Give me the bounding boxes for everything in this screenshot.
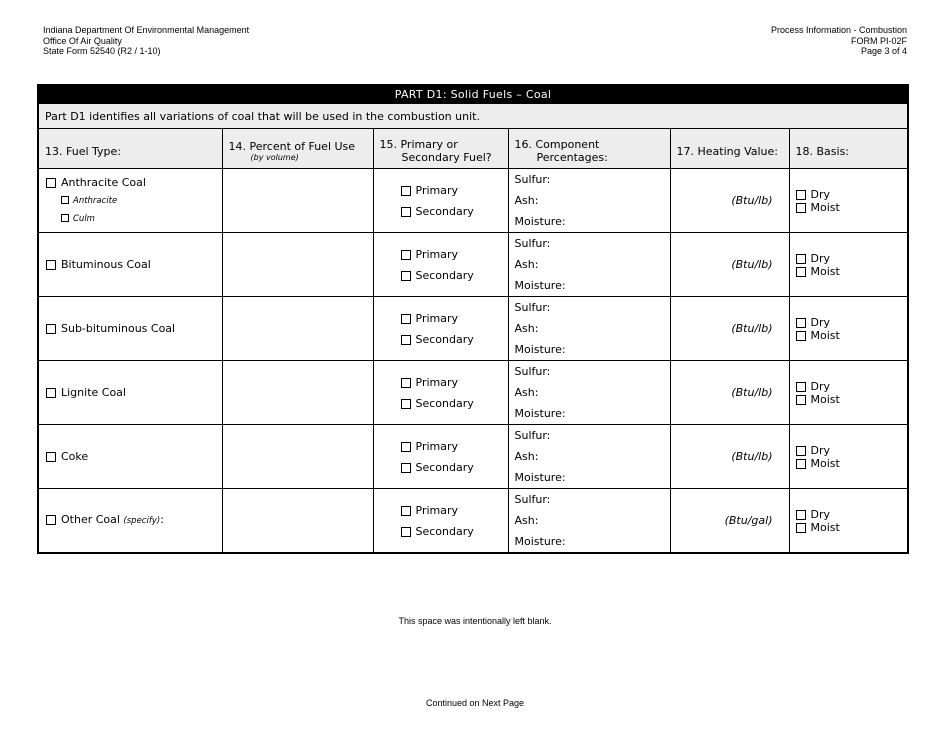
fuel-label: Coke bbox=[61, 449, 89, 463]
fuel-type-cell: Other Coal (specify): bbox=[38, 489, 222, 554]
secondary-label: Secondary bbox=[415, 268, 474, 282]
primary-checkbox[interactable] bbox=[401, 250, 411, 260]
secondary-checkbox[interactable] bbox=[401, 207, 411, 217]
col-component bbox=[508, 129, 670, 169]
fuel-label: Lignite Coal bbox=[61, 385, 126, 399]
dry-label: Dry bbox=[810, 379, 831, 393]
secondary-checkbox[interactable] bbox=[401, 463, 411, 473]
heating-unit: (Btu/lb) bbox=[731, 194, 773, 207]
secondary-label: Secondary bbox=[415, 204, 474, 218]
fuel-type-cell bbox=[38, 169, 222, 233]
dry-checkbox[interactable] bbox=[796, 318, 806, 328]
part-intro: Part D1 identifies all variations of coal that will be used in the combustion unit. bbox=[38, 104, 908, 129]
component-cell[interactable] bbox=[508, 425, 670, 489]
percent-input[interactable] bbox=[222, 489, 373, 554]
heating-unit: (Btu/lb) bbox=[731, 258, 773, 271]
ash-label: Ash: bbox=[514, 258, 539, 271]
heating-unit: (Btu/lb) bbox=[731, 386, 773, 399]
fuel-checkbox[interactable] bbox=[46, 388, 56, 398]
primary-label: Primary bbox=[415, 247, 459, 261]
specify-note: (specify) bbox=[123, 516, 161, 526]
heating-unit: (Btu/gal) bbox=[724, 514, 773, 527]
heating-value-input[interactable] bbox=[670, 233, 789, 297]
fuel-checkbox[interactable] bbox=[46, 178, 56, 188]
table-row bbox=[38, 233, 908, 297]
fuel-type-cell bbox=[38, 233, 222, 297]
table-row bbox=[38, 169, 908, 233]
table-row bbox=[38, 361, 908, 425]
ash-label: Ash: bbox=[514, 514, 539, 527]
dry-checkbox[interactable] bbox=[796, 190, 806, 200]
primary-secondary-cell bbox=[373, 233, 508, 297]
percent-input[interactable] bbox=[222, 425, 373, 489]
dry-checkbox[interactable] bbox=[796, 446, 806, 456]
secondary-checkbox[interactable] bbox=[401, 527, 411, 537]
dry-checkbox[interactable] bbox=[796, 510, 806, 520]
secondary-label: Secondary bbox=[415, 524, 474, 538]
page-number: Page 3 of 4 bbox=[860, 46, 907, 56]
basis-cell bbox=[789, 169, 908, 233]
blank-space-note: This space was intentionally left blank. bbox=[398, 616, 552, 626]
col-percent bbox=[222, 129, 373, 169]
header-right bbox=[771, 25, 907, 57]
primary-checkbox[interactable] bbox=[401, 506, 411, 516]
dry-label: Dry bbox=[810, 315, 831, 329]
table-row bbox=[38, 425, 908, 489]
percent-input[interactable] bbox=[222, 297, 373, 361]
heating-value-input[interactable] bbox=[670, 169, 789, 233]
basis-cell bbox=[789, 297, 908, 361]
heating-value-input[interactable] bbox=[670, 297, 789, 361]
primary-checkbox[interactable] bbox=[401, 186, 411, 196]
moist-label: Moist bbox=[810, 520, 840, 534]
moist-checkbox[interactable] bbox=[796, 395, 806, 405]
culm-checkbox[interactable] bbox=[61, 214, 69, 222]
col-component-line2: Percentages: bbox=[536, 151, 608, 164]
primary-label: Primary bbox=[415, 375, 459, 389]
dry-checkbox[interactable] bbox=[796, 382, 806, 392]
sub-option-label: Culm bbox=[73, 213, 95, 224]
primary-checkbox[interactable] bbox=[401, 378, 411, 388]
moist-checkbox[interactable] bbox=[796, 203, 806, 213]
heating-value-input[interactable] bbox=[670, 361, 789, 425]
sulfur-label: Sulfur: bbox=[514, 237, 551, 250]
sulfur-label: Sulfur: bbox=[514, 429, 551, 442]
primary-checkbox[interactable] bbox=[401, 442, 411, 452]
table-row bbox=[38, 489, 908, 554]
col-basis: 18. Basis: bbox=[789, 129, 908, 169]
col-fuel-type: 13. Fuel Type: bbox=[38, 129, 222, 169]
component-cell[interactable] bbox=[508, 489, 670, 554]
primary-secondary-cell bbox=[373, 361, 508, 425]
primary-secondary-cell bbox=[373, 297, 508, 361]
percent-input[interactable] bbox=[222, 169, 373, 233]
continued-note: Continued on Next Page bbox=[425, 698, 525, 708]
primary-secondary-cell bbox=[373, 425, 508, 489]
col-percent-label: 14. Percent of Fuel Use bbox=[228, 140, 356, 153]
header-left bbox=[43, 25, 249, 57]
moist-checkbox[interactable] bbox=[796, 331, 806, 341]
heating-value-input[interactable] bbox=[670, 425, 789, 489]
secondary-checkbox[interactable] bbox=[401, 335, 411, 345]
col-heating-value: 17. Heating Value: bbox=[670, 129, 789, 169]
fuel-checkbox[interactable] bbox=[46, 260, 56, 270]
moisture-label: Moisture: bbox=[514, 343, 566, 356]
basis-cell bbox=[789, 425, 908, 489]
primary-secondary-cell bbox=[373, 169, 508, 233]
anthracite-checkbox[interactable] bbox=[61, 196, 69, 204]
primary-label: Primary bbox=[415, 311, 459, 325]
moist-checkbox[interactable] bbox=[796, 459, 806, 469]
secondary-label: Secondary bbox=[415, 396, 474, 410]
coal-fuels-table bbox=[37, 84, 909, 554]
dry-label: Dry bbox=[810, 443, 831, 457]
col-percent-sub: (by volume) bbox=[250, 153, 299, 162]
fuel-type-cell bbox=[38, 297, 222, 361]
fuel-label: Sub-bituminous Coal bbox=[61, 321, 176, 335]
fuel-checkbox[interactable] bbox=[46, 324, 56, 334]
fuel-type-cell bbox=[38, 361, 222, 425]
sulfur-label: Sulfur: bbox=[514, 173, 551, 186]
fuel-label: Anthracite Coal bbox=[61, 175, 146, 189]
part-title: PART D1: Solid Fuels – Coal bbox=[38, 85, 908, 104]
moisture-label: Moisture: bbox=[514, 471, 566, 484]
fuel-label: Bituminous Coal bbox=[61, 257, 151, 271]
sulfur-label: Sulfur: bbox=[514, 493, 551, 506]
fuel-checkbox[interactable] bbox=[46, 452, 56, 462]
secondary-checkbox[interactable] bbox=[401, 399, 411, 409]
basis-cell bbox=[789, 361, 908, 425]
primary-secondary-cell bbox=[373, 489, 508, 554]
col-component-line1: 16. Component bbox=[514, 138, 600, 151]
sulfur-label: Sulfur: bbox=[514, 301, 551, 314]
heating-unit: (Btu/lb) bbox=[731, 450, 773, 463]
moisture-label: Moisture: bbox=[514, 407, 566, 420]
percent-input[interactable] bbox=[222, 361, 373, 425]
sulfur-label: Sulfur: bbox=[514, 365, 551, 378]
primary-label: Primary bbox=[415, 439, 459, 453]
moisture-label: Moisture: bbox=[514, 535, 566, 548]
form-id: FORM PI-02F bbox=[850, 35, 907, 46]
secondary-label: Secondary bbox=[415, 460, 474, 474]
state-form-number: State Form 52540 (R2 / 1-10) bbox=[43, 46, 161, 56]
ash-label: Ash: bbox=[514, 450, 539, 463]
agency-name: Indiana Department Of Environmental Management bbox=[43, 25, 250, 35]
ash-label: Ash: bbox=[514, 194, 539, 207]
dry-label: Dry bbox=[810, 187, 831, 201]
moist-label: Moist bbox=[810, 456, 840, 470]
sub-option-label: Anthracite bbox=[73, 195, 118, 206]
heating-unit: (Btu/lb) bbox=[731, 322, 773, 335]
secondary-label: Secondary bbox=[415, 332, 474, 346]
dry-checkbox[interactable] bbox=[796, 254, 806, 264]
dry-label: Dry bbox=[810, 507, 831, 521]
table-row bbox=[38, 297, 908, 361]
moist-checkbox[interactable] bbox=[796, 523, 806, 533]
ash-label: Ash: bbox=[514, 386, 539, 399]
moist-checkbox[interactable] bbox=[796, 267, 806, 277]
basis-cell bbox=[789, 489, 908, 554]
component-cell[interactable] bbox=[508, 361, 670, 425]
component-cell[interactable] bbox=[508, 233, 670, 297]
fuel-label: Other Coal bbox=[61, 513, 120, 526]
fuel-checkbox[interactable] bbox=[46, 515, 56, 525]
moist-label: Moist bbox=[810, 200, 840, 214]
primary-label: Primary bbox=[415, 183, 459, 197]
col-primary-line1: 15. Primary or bbox=[379, 138, 458, 151]
office-name: Office Of Air Quality bbox=[43, 35, 122, 46]
moist-label: Moist bbox=[810, 392, 840, 406]
component-cell[interactable] bbox=[508, 297, 670, 361]
dry-label: Dry bbox=[810, 251, 831, 265]
primary-checkbox[interactable] bbox=[401, 314, 411, 324]
heating-value-input[interactable] bbox=[670, 489, 789, 554]
basis-cell bbox=[789, 233, 908, 297]
component-cell[interactable] bbox=[508, 169, 670, 233]
moist-label: Moist bbox=[810, 264, 840, 278]
ash-label: Ash: bbox=[514, 322, 539, 335]
percent-input[interactable] bbox=[222, 233, 373, 297]
moisture-label: Moisture: bbox=[514, 215, 566, 228]
primary-label: Primary bbox=[415, 503, 459, 517]
form-section-title: Process Information - Combustion bbox=[770, 25, 907, 35]
col-primary-secondary bbox=[373, 129, 508, 169]
fuel-type-cell bbox=[38, 425, 222, 489]
moisture-label: Moisture: bbox=[514, 279, 566, 292]
secondary-checkbox[interactable] bbox=[401, 271, 411, 281]
column-headers bbox=[38, 129, 908, 169]
moist-label: Moist bbox=[810, 328, 840, 342]
col-primary-line2: Secondary Fuel? bbox=[401, 151, 492, 164]
